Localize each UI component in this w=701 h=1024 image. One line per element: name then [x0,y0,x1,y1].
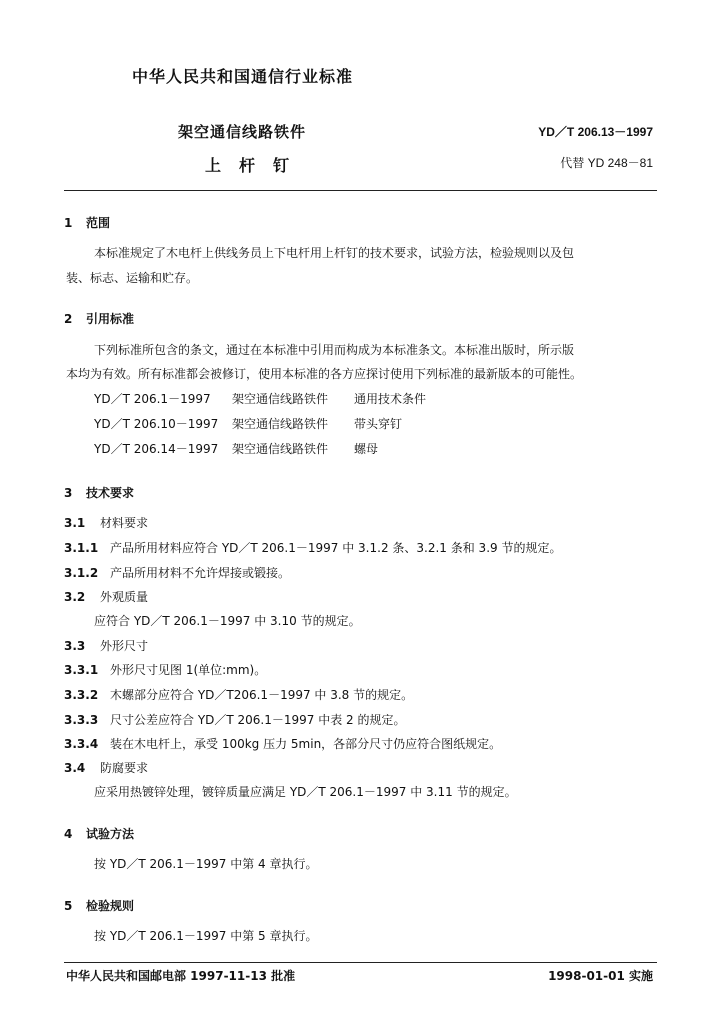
section-title: 检验规则 [86,899,135,913]
subsection-3-3 [64,637,148,654]
subsection-number: 3.2 [64,590,86,604]
section-2-body-line-1: 下列标准所包含的条文，通过在本标准中引用而构成为本标准条文。本标准出版时，所示版 [94,343,575,357]
reference-item [94,415,402,432]
subsection-number: 3.4 [64,761,86,775]
subsection-title: 材料要求 [100,516,149,530]
clause-number: 3.3.2 [64,688,99,702]
section-title: 试验方法 [86,827,135,841]
section-title: 引用标准 [86,312,135,326]
clause-3-1-1 [64,539,561,556]
reference-part: 螺母 [354,442,379,456]
section-number: 5 [64,899,73,913]
section-1-heading [64,214,110,231]
reference-code: YD／T 206.10－1997 [94,417,219,431]
subsection-3-4-text: 应采用热镀锌处理，镀锌质量应满足 YD／T 206.1－1997 中 3.11 节的规定。 [94,785,517,799]
clause-number: 3.3.3 [64,713,99,727]
reference-name: 架空通信线路铁件 [232,442,329,456]
clause-number: 3.3.1 [64,663,99,677]
clause-number: 3.1.2 [64,566,99,580]
clause-3-3-3 [64,711,406,728]
section-2-body-line-2: 本均为有效。所有标准都会被修订，使用本标准的各方应探讨使用下列标准的最新版本的可能性。 [66,367,583,381]
subsection-number: 3.1 [64,516,86,530]
clause-number: 3.1.1 [64,541,99,555]
subsection-title: 外观质量 [100,590,149,604]
clause-text: 产品所用材料不允许焊接或锻接。 [110,566,291,580]
reference-code: YD／T 206.14－1997 [94,442,219,456]
section-3-heading [64,484,134,501]
clause-text: 外形尺寸见图 1(单位:mm)。 [110,663,267,677]
clause-3-1-2 [64,564,290,581]
section-number: 4 [64,827,73,841]
subsection-3-2-text: 应符合 YD／T 206.1－1997 中 3.10 节的规定。 [94,614,361,628]
section-1-body-line-1: 本标准规定了木电杆上供线务员上下电杆用上杆钉的技术要求，试验方法，检验规则以及包 [94,246,575,260]
header-divider [64,190,657,191]
subsection-3-2 [64,588,148,605]
subsection-number: 3.3 [64,639,86,653]
standard-number: YD／T 206.13－1997 [538,125,653,139]
issuing-organization: 中华人民共和国通信行业标准 [132,67,354,86]
approval-line: 中华人民共和国邮电部 1997-11-13 批准 [66,969,296,983]
effective-date: 1998-01-01 实施 [548,969,653,983]
clause-text: 产品所用材料应符合 YD／T 206.1－1997 中 3.1.2 条、3.2.1 条和 3.9 节的规定。 [110,541,562,555]
subsection-title: 防腐要求 [100,761,149,775]
document-subtitle: 上 杆 钉 [205,156,291,175]
reference-part: 通用技术条件 [354,392,427,406]
section-number: 1 [64,216,73,230]
section-4-text: 按 YD／T 206.1－1997 中第 4 章执行。 [94,857,318,871]
section-4-heading [64,825,134,842]
reference-item [94,440,378,457]
section-number: 3 [64,486,73,500]
reference-item [94,390,426,407]
clause-text: 装在木电杆上，承受 100kg 压力 5min，各部分尺寸仍应符合图纸规定。 [110,737,502,751]
subsection-3-4 [64,759,148,776]
footer-divider [64,962,657,963]
document-title: 架空通信线路铁件 [178,123,307,141]
clause-text: 木螺部分应符合 YD／T206.1－1997 中 3.8 节的规定。 [110,688,414,702]
clause-3-3-4 [64,735,501,752]
section-title: 技术要求 [86,486,135,500]
section-2-heading [64,310,134,327]
clause-text: 尺寸公差应符合 YD／T 206.1－1997 中表 2 的规定。 [110,713,406,727]
section-5-heading [64,897,134,914]
section-5-text: 按 YD／T 206.1－1997 中第 5 章执行。 [94,929,318,943]
clause-3-3-2 [64,686,413,703]
reference-name: 架空通信线路铁件 [232,392,329,406]
reference-name: 架空通信线路铁件 [232,417,329,431]
reference-code: YD／T 206.1－1997 [94,392,211,406]
section-number: 2 [64,312,73,326]
replaces-standard: 代替 YD 248－81 [560,156,653,170]
section-1-body-line-2: 装、标志、运输和贮存。 [66,271,199,285]
reference-part: 带头穿钉 [354,417,403,431]
clause-3-3-1 [64,661,266,678]
subsection-title: 外形尺寸 [100,639,149,653]
subsection-3-1 [64,514,148,531]
clause-number: 3.3.4 [64,737,99,751]
section-title: 范围 [86,216,111,230]
